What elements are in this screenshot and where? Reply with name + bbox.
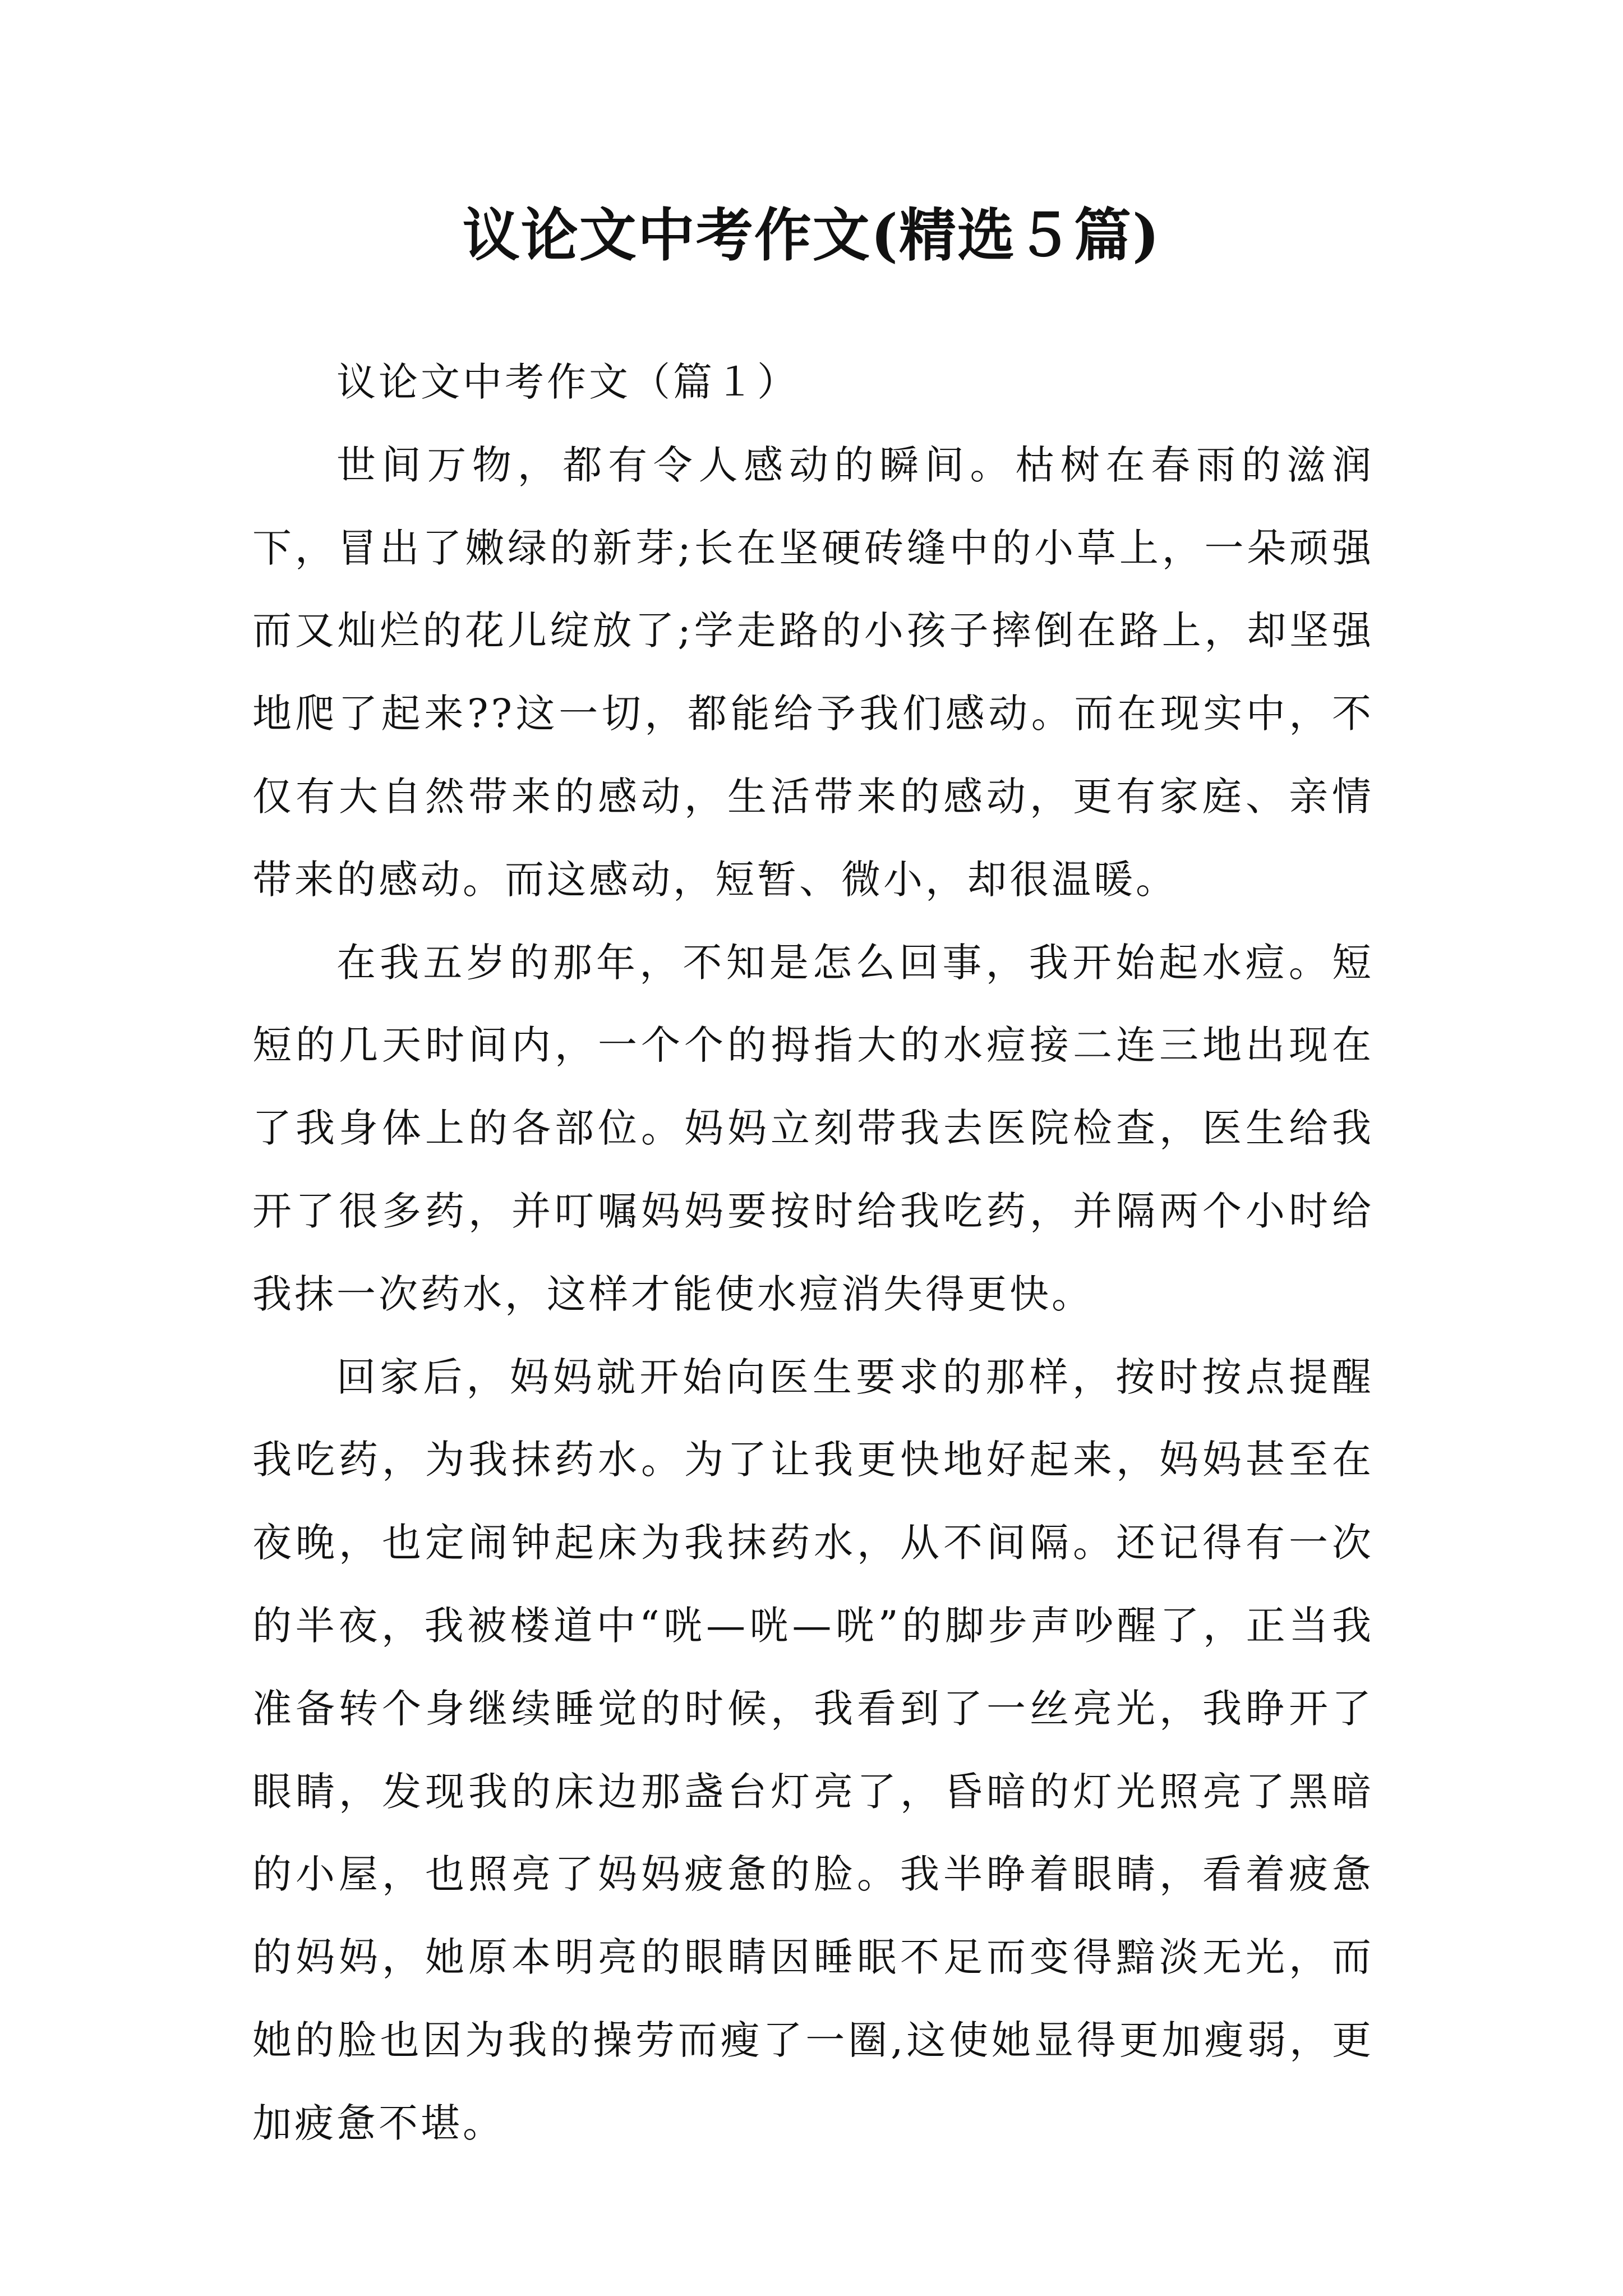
paragraph-1: 世间万物，都有令人感动的瞬间。枯树在春雨的滋润下，冒出了嫩绿的新芽;长在坚硬砖缝中的小草上，一朵顽强而又灿烂的花儿绽放了;学走路的小孩子摔倒在路上，却坚强地爬了起来??这一切，都能给予我们感动。而在现实中，不仅有大自然带来的感动，生活带来的感动，更有家庭、亲情带来的感动。而这感动，短暂、微小，却很温暖。 — [252, 441, 1374, 903]
paragraph-2: 在我五岁的那年，不知是怎么回事，我开始起水痘。短短的几天时间内，一个个的拇指大的水痘接二连三地出现在了我身体上的各部位。妈妈立刻带我去医院检查，医生给我开了很多药，并叮嘱妈妈要按时给我吃药，并隔两个小时给我抹一次药水，这样才能使水痘消失得更快。 — [252, 939, 1374, 1317]
section-heading: 议论文中考作文（篇１） — [336, 359, 799, 405]
document-title: 议论文中考作文(精选５篇) — [462, 202, 1161, 269]
document-body — [252, 341, 1374, 2165]
paragraph-3: 回家后，妈妈就开始向医生要求的那样，按时按点提醒我吃药，为我抹药水。为了让我更快地好起来，妈妈甚至在夜晚，也定闹钟起床为我抹药水，从不间隔。还记得有一次的半夜，我被楼道中“咣—咣—咣”的脚步声吵醒了，正当我准备转个身继续睡觉的时候，我看到了一丝亮光，我睁开了眼睛，发现我的床边那盏台灯亮了，昏暗的灯光照亮了黑暗的小屋，也照亮了妈妈疲惫的脸。我半睁着眼睛，看着疲惫的妈妈，她原本明亮的眼睛因睡眠不足而变得黯淡无光，而她的脸也因为我的操劳而瘦了一圈,这使她显得更加瘦弱，更加疲惫不堪。 — [252, 1354, 1374, 2146]
